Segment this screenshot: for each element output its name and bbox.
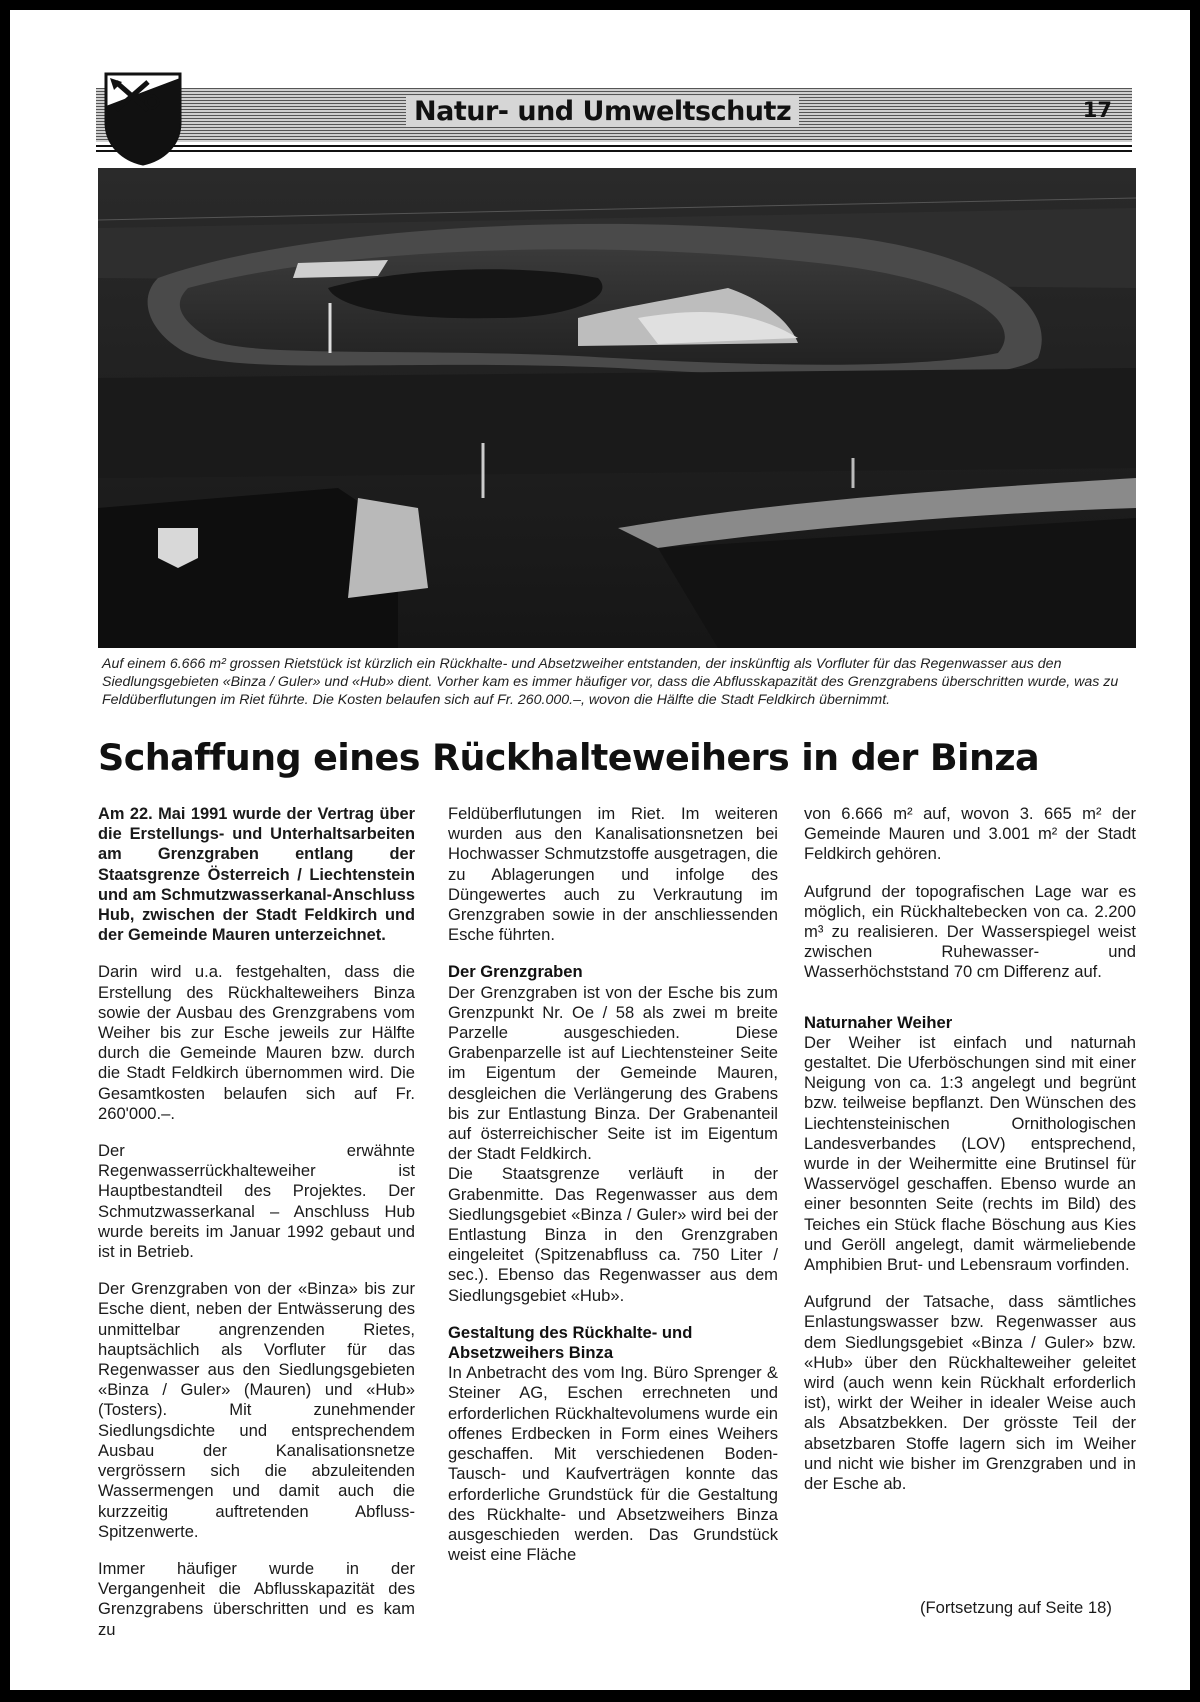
body-paragraph: von 6.666 m² auf, wovon 3. 665 m² der Gemeinde Mauren und 3.001 m² der Stadt Feldkirch gehören. — [804, 804, 1136, 864]
section-heading: Gestaltung des Rückhalte- und Absetzweihers Binza — [448, 1322, 693, 1363]
continuation-note: (Fortsetzung auf Seite 18) — [920, 1598, 1112, 1617]
header-band — [96, 84, 1132, 154]
page-number: 17 — [1082, 98, 1112, 122]
body-paragraph: Der erwähnte Regenwasserrückhalteweiher ist Hauptbestandteil des Projektes. Der Schmutzwasserkanal – Anschluss Hub wurde bereits im Januar 1992 gebaut und ist in Betrieb. — [98, 1141, 415, 1262]
body-paragraph: Aufgrund der topografischen Lage war es möglich, ein Rückhaltebecken von ca. 2.200 m³ zu realisieren. Der Wasserspiegel weist zwischen Ruhewasser- und Wasserhöchststand 70 cm Differenz auf. — [804, 881, 1136, 982]
body-paragraph: Feldüberflutungen im Riet. Im weiteren wurden aus den Kanalisationsnetzen bei Hochwasser Schmutzstoffe ausgetragen, die zu Ablagerungen und infolge des Düngewertes auch zu Verkrautung im Grenzgraben sowie in der anschliessenden Esche führten. — [448, 804, 778, 945]
body-paragraph: Die Staatsgrenze verläuft in der Grabenmitte. Das Regenwasser aus dem Siedlungsgebiet «Binza / Guler» wird bei der Entlastung Binza in den Grenzgraben eingeleitet (Spitzenabfluss ca. 750 Liter / sec.). Ebenso das Regenwasser aus dem Siedlungsgebiet «Hub». — [448, 1164, 778, 1305]
body-paragraph: Der Weiher ist einfach und naturnah gestaltet. Die Uferböschungen sind mit einer Neigung von ca. 1:3 angelegt und begrünt bzw. teilweise bepflanzt. Den Wünschen des Liechtensteinischen Ornithologischen Landesverbandes (LOV) entsprechend, wurde in der Weihermitte eine Brutinsel für Wasservögel geschaffen. Ebenso wurde an einer besonnten Seite (rechts im Bild) des Teiches ein Stück flache Böschung aus Kies und Geröll angelegt, damit wärmeliebende Amphibien Brut- und Lebensraum vorfinden. — [804, 1032, 1136, 1275]
header-rule — [96, 145, 1132, 147]
body-paragraph: Der Grenzgraben ist von der Esche bis zum Grenzpunkt Nr. Oe / 58 als zwei m breite Parzelle ausgeschieden. Diese Grabenparzelle ist auf Liechtensteiner Seite im Eigentum der Gemeinde Mauren, desgleichen die Verlängerung des Grabens bis zur Entlastung Binza. Der Grabenanteil auf österreichischer Seite ist im Eigentum der Stadt Feldkirch. — [448, 982, 778, 1164]
article-column-2 — [448, 804, 778, 1565]
aerial-pond-photo — [98, 168, 1136, 648]
body-paragraph: Aufgrund der Tatsache, dass sämtliches Enlastungswasser bzw. Regenwasser aus dem Siedlungsgebiet «Binza / Guler» bzw. «Hub» über den Rückhalteweiher geleitet wird (auch wenn kein Rückhalt erforderlich ist), wirkt der Weiher in idealer Weise auch als Absatzbekken. Der grösste Teil der absetzbaren Stoffe lagern sich im Weiher und nicht wie bisher im Grenzgraben und in der Esche ab. — [804, 1292, 1136, 1494]
coat-of-arms-icon — [102, 70, 184, 166]
article-headline: Schaffung eines Rückhalteweihers in der Binza — [98, 736, 1040, 779]
section-heading: Der Grenzgraben — [448, 962, 583, 982]
article-column-1 — [98, 804, 415, 1640]
newsletter-page — [10, 10, 1190, 1690]
pond-photo — [98, 168, 1136, 648]
section-heading: Naturnaher Weiher — [804, 1012, 953, 1032]
body-paragraph: Darin wird u.a. festgehalten, dass die Erstellung des Rückhalteweihers Binza sowie der Ausbau des Grenzgrabens vom Weiher bis zur Esche jeweils zur Hälfte durch die Gemeinde Mauren bzw. durch die Stadt Feldkirch übernommen wird. Die Gesamtkosten belaufen sich auf Fr. 260'000.–. — [98, 962, 415, 1123]
header-rule — [96, 150, 1132, 152]
section-title: Natur- und Umweltschutz — [406, 96, 799, 127]
body-paragraph: Immer häufiger wurde in der Vergangenheit die Abflusskapazität des Grenzgrabens überschritten und es kam zu — [98, 1558, 415, 1639]
lead-paragraph: Am 22. Mai 1991 wurde der Vertrag über die Erstellungs- und Unterhaltsarbeiten am Grenzgraben entlang der Staatsgrenze Österreich / Liechtenstein und am Schmutzwasserkanal-Anschluss Hub, zwischen der Stadt Feldkirch und der Gemeinde Mauren unterzeichnet. — [98, 805, 415, 945]
body-paragraph: In Anbetracht des vom Ing. Büro Sprenger & Steiner AG, Eschen errechneten und erforderlichen Rückhaltevolumens wurde ein offenes Erdbecken in Form eines Weihers geschaffen. Mit verschiedenen Boden-Tausch- und Kaufverträgen konnte das erforderliche Grundstück für die Gestaltung des Rückhalte- und Absetzweihers Binza ausgeschieden werden. Das Grundstück weist eine Fläche — [448, 1363, 778, 1565]
body-paragraph: Der Grenzgraben von der «Binza» bis zur Esche dient, neben der Entwässerung des unmittelbar angrenzenden Rietes, hauptsächlich als Vorfluter für das Regenwasser aus den Siedlungsgebieten «Binza / Guler» (Mauren) und «Hub» (Tosters). Mit zunehmender Siedlungsdichte und entsprechendem Ausbau der Kanalisationsnetze vergrössern sich die abzuleitenden Wassermengen und damit auch die kurzzeitig auftretenden Abfluss-Spitzenwerte. — [98, 1279, 415, 1541]
photo-caption: Auf einem 6.666 m² grossen Rietstück ist kürzlich ein Rückhalte- und Absetzweiher entstanden, der inskünftig als Vorfluter für das Regenwasser aus den Siedlungsgebieten «Binza / Guler» und «Hub» dient. Vorher kam es immer häufiger vor, dass die Abflusskapazität des Grenzgrabens überschritten wurde, was zu Feldüberflutungen im Riet führte. Die Kosten belaufen sich auf Fr. 260.000.–, wovon die Hälfte die Stadt Feldkirch übernimmt. — [102, 656, 1119, 708]
article-column-3 — [804, 804, 1136, 1494]
